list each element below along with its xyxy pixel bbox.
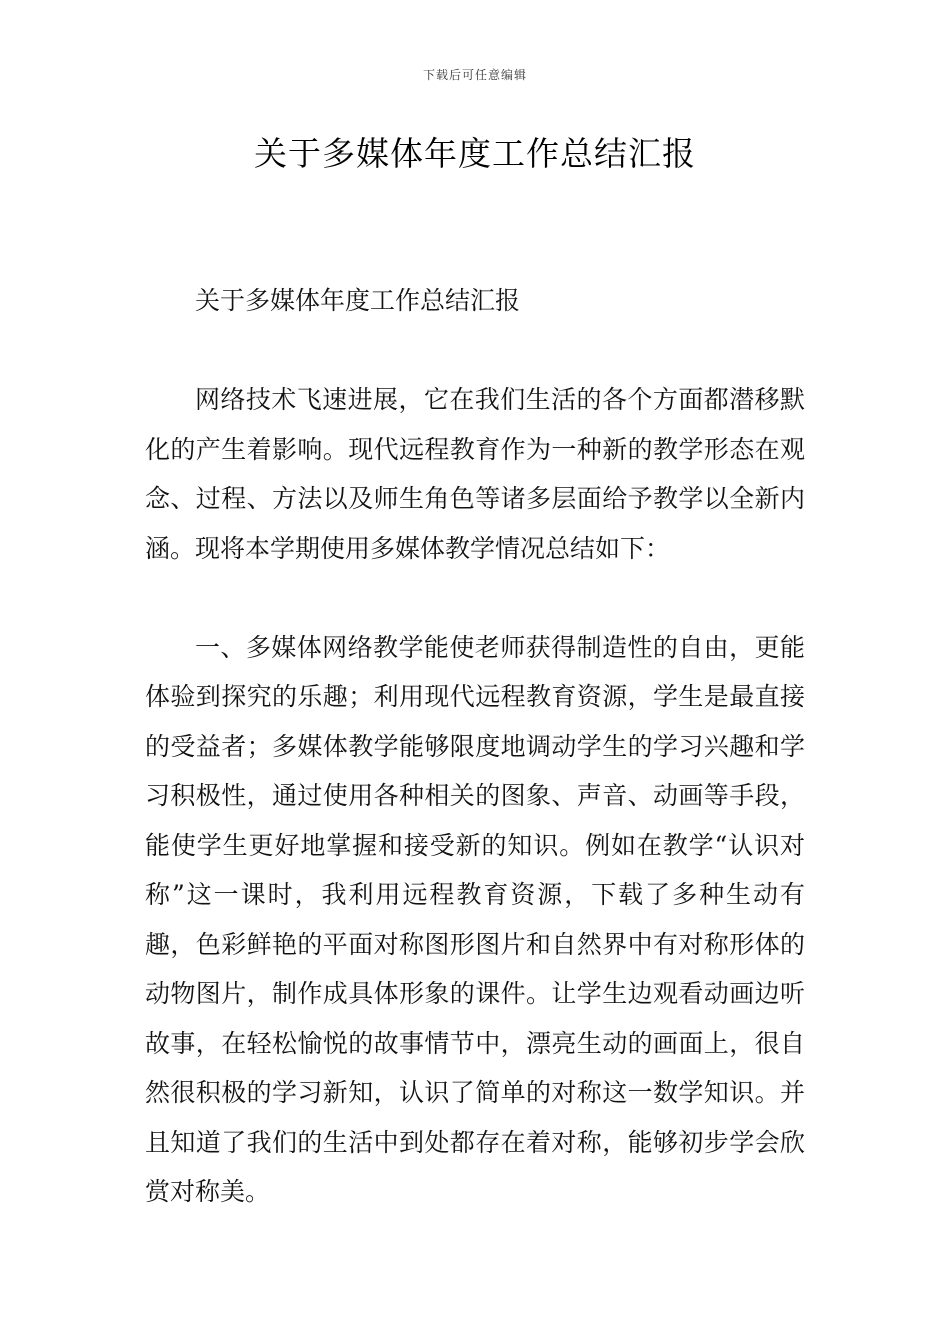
document-body xyxy=(145,276,805,1217)
paragraph-intro: 网络技术飞速进展，它在我们生活的各个方面都潜移默化的产生着影响。现代远程教育作为一种新的教学形态在观念、过程、方法以及师生角色等诸多层面给予教学以全新内涵。现将本学期使用多媒体教学情况总结如下： xyxy=(145,385,805,563)
paragraph-section-one: 一、多媒体网络教学能使老师获得制造性的自由，更能体验到探究的乐趣；利用现代远程教育资源，学生是最直接的受益者；多媒体教学能够限度地调动学生的学习兴趣和学习积极性，通过使用各种相关的图象、声音、动画等手段，能使学生更好地掌握和接受新的知识。例如在教学“认识对称”这一课时，我利用远程教育资源，下载了多种生动有趣，色彩鲜艳的平面对称图形图片和自然界中有对称形体的动物图片，制作成具体形象的课件。让学生边观看动画边听故事，在轻松愉悦的故事情节中，漂亮生动的画面上，很自然很积极的学习新知，认识了简单的对称这一数学知识。并且知道了我们的生活中到处都存在着对称，能够初步学会欣赏对称美。 xyxy=(145,632,805,1206)
header-note: 下载后可任意编辑 xyxy=(422,68,527,82)
document-title: 关于多媒体年度工作总结汇报 xyxy=(254,134,696,173)
paragraph-subtitle: 关于多媒体年度工作总结汇报 xyxy=(195,286,521,315)
